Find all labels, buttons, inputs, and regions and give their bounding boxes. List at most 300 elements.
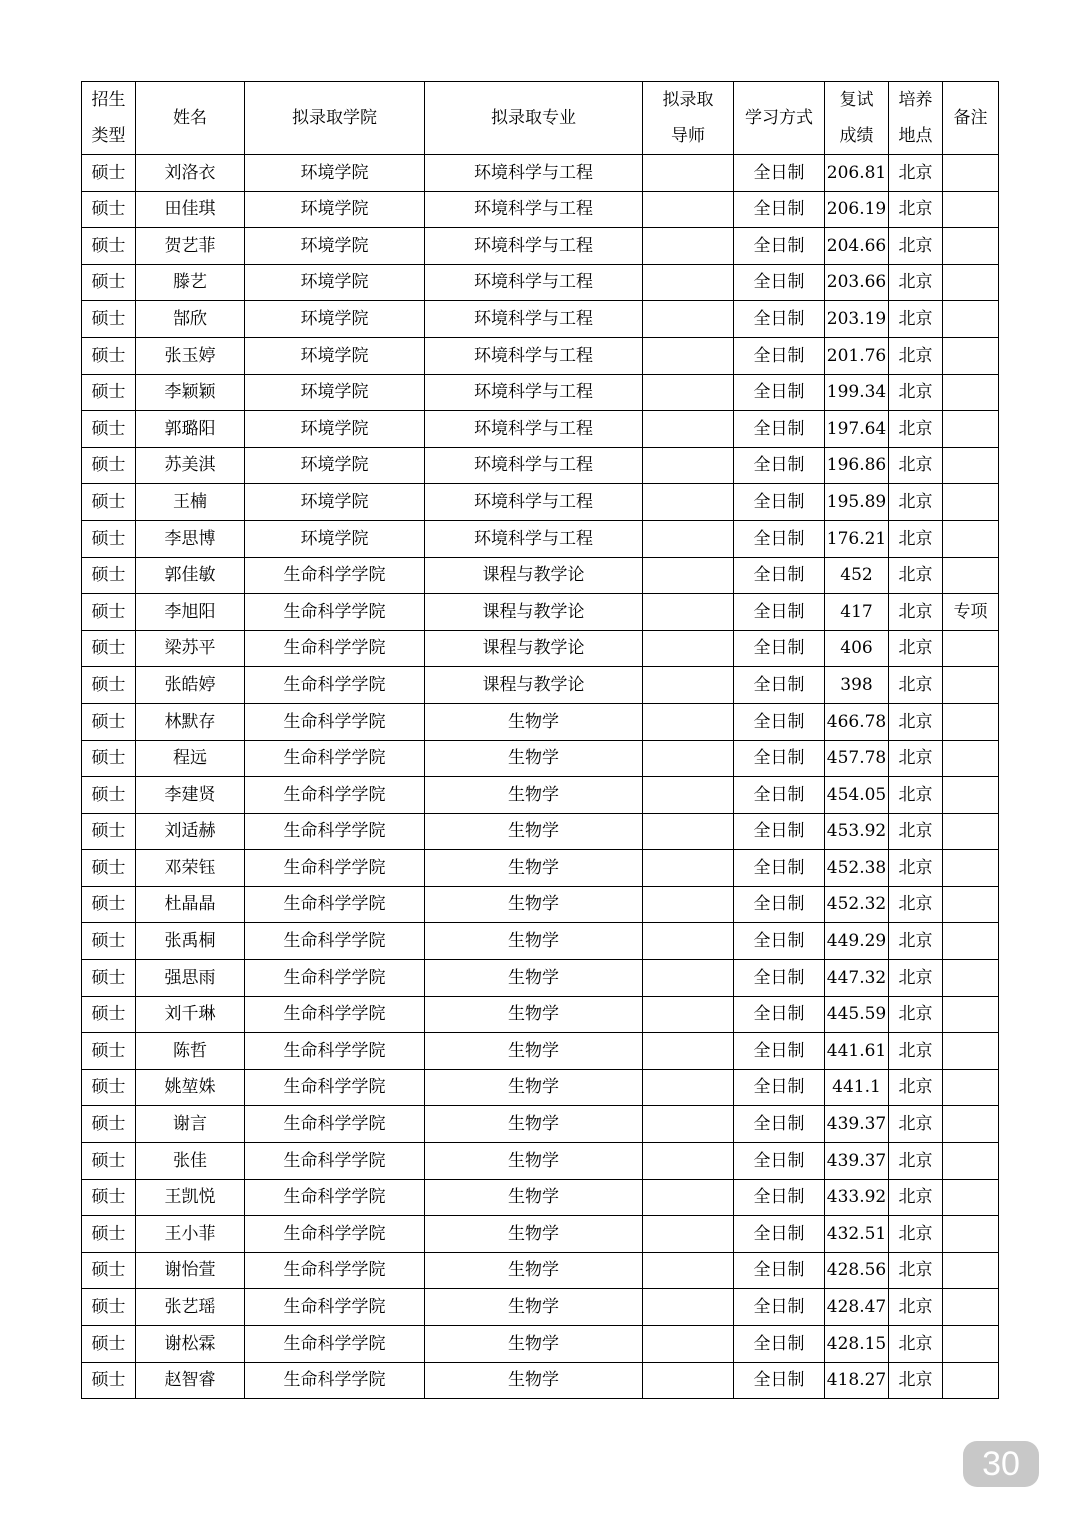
cell-type: 硕士 xyxy=(82,1143,136,1180)
cell-mode: 全日制 xyxy=(734,1106,825,1143)
cell-college: 生命科学学院 xyxy=(245,594,425,631)
cell-advisor xyxy=(643,1252,734,1289)
cell-major: 生物学 xyxy=(425,960,643,997)
cell-major: 环境科学与工程 xyxy=(425,264,643,301)
cell-score: 428.56 xyxy=(825,1252,889,1289)
table-row xyxy=(82,1106,999,1143)
cell-mode: 全日制 xyxy=(734,374,825,411)
cell-college: 生命科学学院 xyxy=(245,703,425,740)
cell-note xyxy=(943,1252,999,1289)
cell-location: 北京 xyxy=(889,191,943,228)
cell-mode: 全日制 xyxy=(734,813,825,850)
cell-college: 环境学院 xyxy=(245,264,425,301)
cell-mode: 全日制 xyxy=(734,155,825,192)
cell-advisor xyxy=(643,1216,734,1253)
cell-name: 姚堃姝 xyxy=(136,1069,245,1106)
cell-college: 环境学院 xyxy=(245,447,425,484)
cell-mode: 全日制 xyxy=(734,1252,825,1289)
cell-college: 环境学院 xyxy=(245,191,425,228)
cell-score: 439.37 xyxy=(825,1143,889,1180)
cell-location: 北京 xyxy=(889,228,943,265)
cell-major: 环境科学与工程 xyxy=(425,228,643,265)
cell-note xyxy=(943,1179,999,1216)
cell-name: 张艺瑶 xyxy=(136,1289,245,1326)
cell-note xyxy=(943,667,999,704)
cell-college: 生命科学学院 xyxy=(245,813,425,850)
table-row xyxy=(82,850,999,887)
cell-note xyxy=(943,777,999,814)
cell-advisor xyxy=(643,1033,734,1070)
cell-note xyxy=(943,301,999,338)
cell-score: 176.21 xyxy=(825,520,889,557)
cell-major: 生物学 xyxy=(425,740,643,777)
cell-score: 195.89 xyxy=(825,484,889,521)
table-row xyxy=(82,191,999,228)
cell-advisor xyxy=(643,996,734,1033)
cell-note xyxy=(943,886,999,923)
cell-type: 硕士 xyxy=(82,1106,136,1143)
cell-note xyxy=(943,1362,999,1399)
cell-type: 硕士 xyxy=(82,155,136,192)
cell-advisor xyxy=(643,264,734,301)
cell-college: 环境学院 xyxy=(245,337,425,374)
cell-location: 北京 xyxy=(889,1033,943,1070)
cell-note xyxy=(943,447,999,484)
table-row xyxy=(82,1216,999,1253)
table-row xyxy=(82,447,999,484)
cell-name: 谢怡萱 xyxy=(136,1252,245,1289)
cell-name: 谢松霖 xyxy=(136,1326,245,1363)
cell-major: 环境科学与工程 xyxy=(425,411,643,448)
table-row xyxy=(82,484,999,521)
table-row xyxy=(82,1179,999,1216)
cell-type: 硕士 xyxy=(82,996,136,1033)
table-row xyxy=(82,301,999,338)
column-header-major: 拟录取专业 xyxy=(425,82,643,155)
cell-note xyxy=(943,996,999,1033)
cell-name: 张禹桐 xyxy=(136,923,245,960)
cell-score: 466.78 xyxy=(825,703,889,740)
cell-college: 生命科学学院 xyxy=(245,886,425,923)
cell-location: 北京 xyxy=(889,411,943,448)
cell-type: 硕士 xyxy=(82,1069,136,1106)
cell-mode: 全日制 xyxy=(734,923,825,960)
cell-location: 北京 xyxy=(889,667,943,704)
cell-college: 生命科学学院 xyxy=(245,740,425,777)
header-row xyxy=(82,82,999,155)
table-row xyxy=(82,337,999,374)
cell-note xyxy=(943,191,999,228)
cell-score: 418.27 xyxy=(825,1362,889,1399)
cell-advisor xyxy=(643,374,734,411)
table-row xyxy=(82,960,999,997)
cell-major: 生物学 xyxy=(425,1143,643,1180)
cell-score: 197.64 xyxy=(825,411,889,448)
cell-mode: 全日制 xyxy=(734,1289,825,1326)
cell-name: 李旭阳 xyxy=(136,594,245,631)
cell-type: 硕士 xyxy=(82,301,136,338)
cell-note xyxy=(943,411,999,448)
cell-major: 生物学 xyxy=(425,1179,643,1216)
table-body xyxy=(82,155,999,1399)
cell-score: 441.61 xyxy=(825,1033,889,1070)
cell-type: 硕士 xyxy=(82,594,136,631)
cell-college: 生命科学学院 xyxy=(245,1362,425,1399)
cell-advisor xyxy=(643,850,734,887)
cell-major: 环境科学与工程 xyxy=(425,301,643,338)
cell-name: 陈哲 xyxy=(136,1033,245,1070)
cell-name: 王小菲 xyxy=(136,1216,245,1253)
cell-mode: 全日制 xyxy=(734,484,825,521)
cell-type: 硕士 xyxy=(82,1179,136,1216)
admission-list-table xyxy=(81,81,999,1399)
cell-advisor xyxy=(643,155,734,192)
cell-type: 硕士 xyxy=(82,447,136,484)
cell-name: 赵智睿 xyxy=(136,1362,245,1399)
cell-advisor xyxy=(643,1106,734,1143)
cell-major: 生物学 xyxy=(425,850,643,887)
cell-mode: 全日制 xyxy=(734,1143,825,1180)
column-header-name: 姓名 xyxy=(136,82,245,155)
table-row xyxy=(82,813,999,850)
cell-type: 硕士 xyxy=(82,1033,136,1070)
cell-mode: 全日制 xyxy=(734,337,825,374)
cell-college: 生命科学学院 xyxy=(245,1106,425,1143)
cell-type: 硕士 xyxy=(82,740,136,777)
cell-advisor xyxy=(643,703,734,740)
cell-college: 生命科学学院 xyxy=(245,557,425,594)
cell-mode: 全日制 xyxy=(734,1179,825,1216)
cell-name: 林默存 xyxy=(136,703,245,740)
cell-type: 硕士 xyxy=(82,703,136,740)
cell-score: 441.1 xyxy=(825,1069,889,1106)
cell-major: 生物学 xyxy=(425,777,643,814)
column-header-note: 备注 xyxy=(943,82,999,155)
cell-note xyxy=(943,557,999,594)
cell-name: 杜晶晶 xyxy=(136,886,245,923)
cell-mode: 全日制 xyxy=(734,557,825,594)
cell-major: 生物学 xyxy=(425,996,643,1033)
cell-note xyxy=(943,1216,999,1253)
cell-note xyxy=(943,1289,999,1326)
cell-major: 生物学 xyxy=(425,1069,643,1106)
cell-name: 王楠 xyxy=(136,484,245,521)
cell-type: 硕士 xyxy=(82,191,136,228)
cell-name: 苏美淇 xyxy=(136,447,245,484)
cell-college: 生命科学学院 xyxy=(245,1179,425,1216)
cell-advisor xyxy=(643,777,734,814)
cell-type: 硕士 xyxy=(82,923,136,960)
cell-type: 硕士 xyxy=(82,1289,136,1326)
cell-advisor xyxy=(643,886,734,923)
cell-location: 北京 xyxy=(889,740,943,777)
page-number-badge: 30 xyxy=(963,1441,1039,1487)
cell-name: 李颖颖 xyxy=(136,374,245,411)
cell-score: 196.86 xyxy=(825,447,889,484)
cell-college: 环境学院 xyxy=(245,484,425,521)
table-row xyxy=(82,1143,999,1180)
cell-advisor xyxy=(643,1069,734,1106)
cell-location: 北京 xyxy=(889,1326,943,1363)
cell-note xyxy=(943,850,999,887)
cell-note xyxy=(943,228,999,265)
cell-note xyxy=(943,703,999,740)
cell-college: 生命科学学院 xyxy=(245,667,425,704)
cell-advisor xyxy=(643,630,734,667)
cell-score: 433.92 xyxy=(825,1179,889,1216)
column-header-mode: 学习方式 xyxy=(734,82,825,155)
cell-college: 环境学院 xyxy=(245,520,425,557)
cell-college: 生命科学学院 xyxy=(245,1216,425,1253)
cell-location: 北京 xyxy=(889,264,943,301)
cell-advisor xyxy=(643,411,734,448)
cell-mode: 全日制 xyxy=(734,1362,825,1399)
cell-mode: 全日制 xyxy=(734,264,825,301)
cell-college: 生命科学学院 xyxy=(245,960,425,997)
cell-score: 428.47 xyxy=(825,1289,889,1326)
cell-location: 北京 xyxy=(889,1216,943,1253)
cell-mode: 全日制 xyxy=(734,447,825,484)
cell-score: 203.66 xyxy=(825,264,889,301)
cell-score: 452.38 xyxy=(825,850,889,887)
cell-name: 郭璐阳 xyxy=(136,411,245,448)
cell-major: 生物学 xyxy=(425,1033,643,1070)
cell-score: 201.76 xyxy=(825,337,889,374)
cell-college: 生命科学学院 xyxy=(245,1033,425,1070)
cell-score: 449.29 xyxy=(825,923,889,960)
cell-mode: 全日制 xyxy=(734,886,825,923)
cell-mode: 全日制 xyxy=(734,1033,825,1070)
cell-major: 生物学 xyxy=(425,1216,643,1253)
table-row xyxy=(82,264,999,301)
cell-location: 北京 xyxy=(889,1179,943,1216)
cell-note: 专项 xyxy=(943,594,999,631)
cell-college: 生命科学学院 xyxy=(245,996,425,1033)
cell-location: 北京 xyxy=(889,996,943,1033)
cell-advisor xyxy=(643,301,734,338)
table-row xyxy=(82,520,999,557)
table-row xyxy=(82,740,999,777)
cell-note xyxy=(943,740,999,777)
cell-type: 硕士 xyxy=(82,960,136,997)
cell-mode: 全日制 xyxy=(734,667,825,704)
cell-note xyxy=(943,155,999,192)
cell-score: 398 xyxy=(825,667,889,704)
cell-college: 生命科学学院 xyxy=(245,1069,425,1106)
table-row xyxy=(82,155,999,192)
cell-type: 硕士 xyxy=(82,228,136,265)
cell-name: 强思雨 xyxy=(136,960,245,997)
cell-location: 北京 xyxy=(889,374,943,411)
cell-location: 北京 xyxy=(889,923,943,960)
cell-advisor xyxy=(643,228,734,265)
cell-note xyxy=(943,1326,999,1363)
cell-mode: 全日制 xyxy=(734,1069,825,1106)
cell-college: 生命科学学院 xyxy=(245,923,425,960)
cell-major: 环境科学与工程 xyxy=(425,155,643,192)
cell-major: 环境科学与工程 xyxy=(425,191,643,228)
cell-note xyxy=(943,630,999,667)
cell-type: 硕士 xyxy=(82,1326,136,1363)
table-row xyxy=(82,996,999,1033)
cell-note xyxy=(943,484,999,521)
table-row xyxy=(82,1033,999,1070)
cell-major: 生物学 xyxy=(425,1289,643,1326)
cell-type: 硕士 xyxy=(82,667,136,704)
cell-advisor xyxy=(643,594,734,631)
cell-major: 环境科学与工程 xyxy=(425,447,643,484)
cell-location: 北京 xyxy=(889,813,943,850)
cell-major: 生物学 xyxy=(425,1106,643,1143)
cell-score: 206.19 xyxy=(825,191,889,228)
cell-location: 北京 xyxy=(889,960,943,997)
cell-name: 刘洛衣 xyxy=(136,155,245,192)
cell-name: 田佳琪 xyxy=(136,191,245,228)
cell-note xyxy=(943,1106,999,1143)
cell-major: 生物学 xyxy=(425,923,643,960)
cell-mode: 全日制 xyxy=(734,850,825,887)
cell-advisor xyxy=(643,740,734,777)
cell-location: 北京 xyxy=(889,155,943,192)
cell-location: 北京 xyxy=(889,630,943,667)
cell-mode: 全日制 xyxy=(734,1326,825,1363)
cell-major: 生物学 xyxy=(425,1252,643,1289)
cell-location: 北京 xyxy=(889,1362,943,1399)
cell-major: 环境科学与工程 xyxy=(425,520,643,557)
cell-college: 环境学院 xyxy=(245,228,425,265)
table-row xyxy=(82,630,999,667)
cell-major: 生物学 xyxy=(425,1362,643,1399)
cell-mode: 全日制 xyxy=(734,960,825,997)
cell-location: 北京 xyxy=(889,1252,943,1289)
cell-major: 环境科学与工程 xyxy=(425,337,643,374)
cell-major: 环境科学与工程 xyxy=(425,484,643,521)
cell-major: 课程与教学论 xyxy=(425,594,643,631)
cell-major: 生物学 xyxy=(425,703,643,740)
cell-name: 王凯悦 xyxy=(136,1179,245,1216)
cell-score: 445.59 xyxy=(825,996,889,1033)
cell-name: 张玉婷 xyxy=(136,337,245,374)
table-row xyxy=(82,1069,999,1106)
cell-advisor xyxy=(643,1326,734,1363)
cell-location: 北京 xyxy=(889,1106,943,1143)
cell-score: 199.34 xyxy=(825,374,889,411)
cell-score: 204.66 xyxy=(825,228,889,265)
cell-mode: 全日制 xyxy=(734,703,825,740)
cell-score: 206.81 xyxy=(825,155,889,192)
cell-mode: 全日制 xyxy=(734,594,825,631)
table-row xyxy=(82,886,999,923)
cell-location: 北京 xyxy=(889,484,943,521)
cell-advisor xyxy=(643,1289,734,1326)
cell-score: 428.15 xyxy=(825,1326,889,1363)
cell-location: 北京 xyxy=(889,337,943,374)
table-row xyxy=(82,374,999,411)
cell-name: 刘千琳 xyxy=(136,996,245,1033)
cell-note xyxy=(943,1069,999,1106)
cell-college: 生命科学学院 xyxy=(245,1326,425,1363)
cell-mode: 全日制 xyxy=(734,228,825,265)
cell-advisor xyxy=(643,484,734,521)
cell-score: 457.78 xyxy=(825,740,889,777)
table-row xyxy=(82,557,999,594)
table-row xyxy=(82,703,999,740)
cell-name: 张皓婷 xyxy=(136,667,245,704)
cell-advisor xyxy=(643,813,734,850)
cell-type: 硕士 xyxy=(82,411,136,448)
cell-college: 生命科学学院 xyxy=(245,850,425,887)
cell-note xyxy=(943,960,999,997)
cell-mode: 全日制 xyxy=(734,630,825,667)
cell-advisor xyxy=(643,447,734,484)
cell-location: 北京 xyxy=(889,850,943,887)
cell-type: 硕士 xyxy=(82,520,136,557)
cell-advisor xyxy=(643,1179,734,1216)
cell-type: 硕士 xyxy=(82,813,136,850)
cell-name: 郜欣 xyxy=(136,301,245,338)
cell-college: 环境学院 xyxy=(245,374,425,411)
cell-type: 硕士 xyxy=(82,557,136,594)
table-row xyxy=(82,667,999,704)
cell-advisor xyxy=(643,337,734,374)
cell-college: 生命科学学院 xyxy=(245,1289,425,1326)
cell-mode: 全日制 xyxy=(734,191,825,228)
cell-mode: 全日制 xyxy=(734,520,825,557)
cell-college: 生命科学学院 xyxy=(245,1143,425,1180)
cell-name: 贺艺菲 xyxy=(136,228,245,265)
cell-note xyxy=(943,520,999,557)
cell-college: 环境学院 xyxy=(245,301,425,338)
column-header-type: 招生 类型 xyxy=(82,82,136,155)
cell-mode: 全日制 xyxy=(734,411,825,448)
cell-name: 李思博 xyxy=(136,520,245,557)
cell-score: 452 xyxy=(825,557,889,594)
cell-score: 439.37 xyxy=(825,1106,889,1143)
cell-advisor xyxy=(643,1362,734,1399)
cell-type: 硕士 xyxy=(82,850,136,887)
cell-location: 北京 xyxy=(889,447,943,484)
cell-location: 北京 xyxy=(889,557,943,594)
cell-location: 北京 xyxy=(889,520,943,557)
cell-name: 程远 xyxy=(136,740,245,777)
cell-note xyxy=(943,1033,999,1070)
cell-advisor xyxy=(643,520,734,557)
cell-name: 滕艺 xyxy=(136,264,245,301)
cell-type: 硕士 xyxy=(82,886,136,923)
cell-location: 北京 xyxy=(889,1143,943,1180)
cell-score: 406 xyxy=(825,630,889,667)
cell-name: 张佳 xyxy=(136,1143,245,1180)
table-row xyxy=(82,1362,999,1399)
cell-note xyxy=(943,374,999,411)
cell-college: 生命科学学院 xyxy=(245,630,425,667)
cell-type: 硕士 xyxy=(82,630,136,667)
cell-mode: 全日制 xyxy=(734,996,825,1033)
cell-type: 硕士 xyxy=(82,1216,136,1253)
cell-college: 生命科学学院 xyxy=(245,777,425,814)
column-header-location: 培养 地点 xyxy=(889,82,943,155)
table-row xyxy=(82,594,999,631)
cell-major: 生物学 xyxy=(425,886,643,923)
table-row xyxy=(82,1252,999,1289)
column-header-score: 复试 成绩 xyxy=(825,82,889,155)
cell-type: 硕士 xyxy=(82,777,136,814)
cell-note xyxy=(943,264,999,301)
cell-location: 北京 xyxy=(889,703,943,740)
cell-score: 432.51 xyxy=(825,1216,889,1253)
cell-advisor xyxy=(643,667,734,704)
cell-type: 硕士 xyxy=(82,337,136,374)
